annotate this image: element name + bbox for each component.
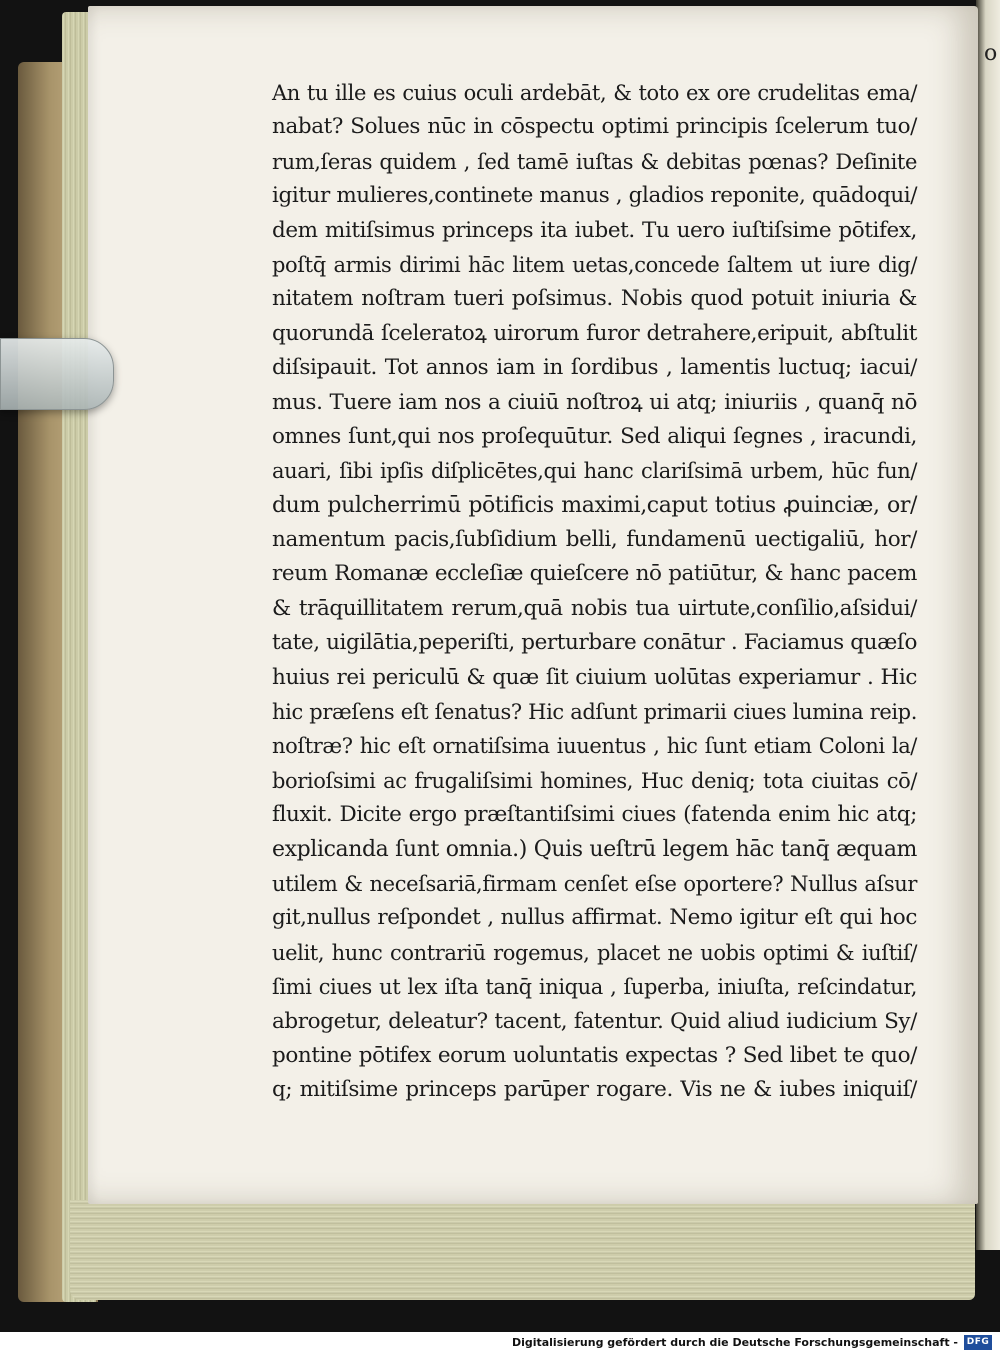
text-line: pontine pōtifex eorum uoluntatis expectas ? Sed libet te quo/ [272, 1042, 917, 1068]
text-line: mus. Tuere iam nos a ciuiū noſtroꝝ ui atq; iniuriis , quanq̄ nō [272, 389, 917, 415]
text-line: dem mitiſsimus princeps ita iubet. Tu uero iuſtiſsime pōtifex, [272, 217, 917, 243]
text-line: reum Romanæ eccleſiæ quieſcere nō patiūtur, & hanc pacem [272, 561, 917, 587]
text-line: ſimi ciues ut lex iſta tanq̄ iniqua , ſuperba, iniuſta, reſcindatur, [272, 975, 917, 1000]
footer-bar [0, 1332, 1000, 1355]
text-line: & trāquillitatem rerum,quā nobis tua uirtute,conſilio,aſsidui/ [272, 595, 917, 621]
text-line: explicanda ſunt omnia.) Quis ueſtrū legem hāc tanq̄ æquam [272, 836, 917, 862]
text-line: An tu ille es cuius oculi ardebāt, & toto ex ore crudelitas ema/ [272, 81, 917, 105]
dfg-logo-icon: DFG [964, 1335, 992, 1350]
text-line: noſtræ? hic eſt ornatiſsima iuuentus , hic ſunt etiam Coloni la/ [272, 734, 917, 759]
text-line: hic præſens eſt ſenatus? Hic adſunt primarii ciues lumina reip. [272, 700, 917, 725]
text-line: utilem & neceſsariā,firmam cenſet eſse oportere? Nullus aſsur [272, 871, 917, 896]
text-line: namentum pacis,ſubſidium belli, fundamenū uectigaliū, hor/ [272, 527, 917, 553]
text-line: nabat? Solues nūc in cōspectu optimi principis ſcelerum tuo/ [272, 114, 917, 140]
facing-page-text: o [984, 41, 998, 66]
text-line: fluxit. Dicite ergo præſtantiſsimi ciues (fatenda enim hic atq; [272, 802, 917, 828]
text-line: diſsipauit. Tot annos iam in ſordibus , lamentis luctuq; iacui/ [272, 355, 917, 381]
page-edges-bottom [70, 1200, 975, 1300]
text-line: dum pulcherrimū pōtificis maximi,caput totius ꝓuinciæ, or/ [272, 492, 917, 518]
text-line: igitur mulieres,continete manus , gladios reponite, quādoqui/ [272, 183, 918, 209]
footer-credit: Digitalisierung gefördert durch die Deutsche Forschungsgemeinschaft - [511, 1336, 958, 1349]
text-block [272, 76, 917, 1108]
text-line: git,nullus reſpondet , nullus affirmat. Nemo igitur eſt qui hoc [272, 905, 917, 931]
facing-page-edge [976, 0, 1000, 1250]
text-line: tate, uigilātia,peperiſti, perturbare conātur . Faciamus quæſo [272, 630, 917, 656]
text-line: poſtq̄ armis dirimi hāc litem uetas,concede ſaltem ut iure dig/ [272, 252, 917, 277]
text-line: omnes ſunt,qui nos proſequūtur. Sed aliqui ſegnes , iracundi, [272, 423, 917, 449]
text-line: q; mitiſsime princeps parūper rogare. Vis ne & iubes iniquiſ/ [272, 1077, 917, 1103]
text-line: abrogetur, deleatur? tacent, fatentur. Quid aliud iudicium Sy/ [272, 1008, 917, 1034]
text-line: borioſsimi ac frugaliſsimi homines, Huc deniq; tota ciuitas cō/ [272, 768, 917, 793]
text-line: nitatem noſtram tueri poſsimus. Nobis quod potuit iniuria & [272, 286, 917, 312]
page-clamp [0, 338, 114, 410]
text-line: quorundā ſceleratoꝝ uirorum furor detrahere,eripuit, abſtulit [272, 320, 917, 346]
text-line: huius rei periculū & quæ ſit ciuium uolūtas experiamur . Hic [272, 664, 917, 690]
text-line: rum,ſeras quidem , ſed tamē iuſtas & debitas pœnas? Deſinite [272, 149, 917, 174]
text-line: uelit, hunc contrariū rogemus, placet ne uobis optimi & iuſtiſ/ [272, 940, 917, 965]
text-line: auari, ſibi ipſis diſplicētes,qui hanc clariſsimā urbem, hūc fun/ [272, 459, 917, 484]
